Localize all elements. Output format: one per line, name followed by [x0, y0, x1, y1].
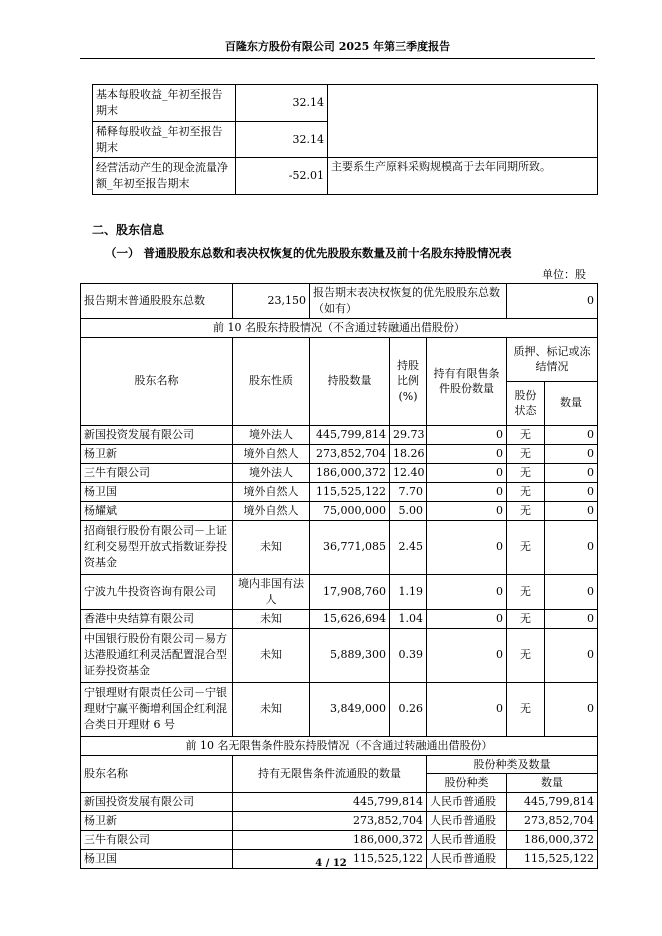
holder-restricted: 0: [427, 463, 507, 482]
holder-qty: 0: [545, 609, 598, 628]
indicator-value: 32.14: [236, 85, 328, 122]
table-row: [81, 609, 598, 628]
header-divider: [80, 58, 595, 59]
table-row: [93, 158, 598, 195]
col-header-unr-name: 股东名称: [81, 755, 233, 793]
holder-shares: 17,908,760: [310, 574, 390, 609]
holder-nature: 未知: [233, 609, 310, 628]
holder-nature: 未知: [233, 682, 310, 736]
unr-name: 三牛有限公司: [81, 831, 233, 850]
unr-shares: 186,000,372: [233, 831, 427, 850]
col-header-unr-shares: 持有无限售条件流通股的数量: [233, 755, 427, 793]
caption-row: [81, 736, 598, 755]
indicator-note: [328, 85, 598, 158]
table-row: [81, 520, 598, 574]
table-row: [81, 793, 598, 812]
holder-status: 无: [507, 501, 545, 520]
indicator-value: -52.01: [236, 158, 328, 195]
holder-restricted: 0: [427, 682, 507, 736]
holder-status: 无: [507, 574, 545, 609]
header-row: [81, 755, 598, 774]
holder-name: 杨卫新: [81, 444, 233, 463]
summary-row: [81, 284, 598, 319]
holder-shares: 15,626,694: [310, 609, 390, 628]
holder-name: 三牛有限公司: [81, 463, 233, 482]
col-header-name: 股东名称: [81, 337, 233, 425]
table-row: [81, 682, 598, 736]
holder-nature: 未知: [233, 520, 310, 574]
holder-restricted: 0: [427, 628, 507, 682]
unr-type: 人民币普通股: [427, 812, 507, 831]
shareholder-table: [80, 283, 598, 869]
col-header-type-qty: 数量: [507, 774, 598, 793]
unr-type: 人民币普通股: [427, 793, 507, 812]
holder-status: 无: [507, 482, 545, 501]
holder-ratio: 12.40: [390, 463, 427, 482]
holder-status: 无: [507, 628, 545, 682]
table-row: [81, 831, 598, 850]
holder-ratio: 1.04: [390, 609, 427, 628]
indicator-note: 主要系生产原料采购规模高于去年同期所致。: [328, 158, 598, 195]
table-row: [81, 812, 598, 831]
holder-qty: 0: [545, 682, 598, 736]
holder-qty: 0: [545, 520, 598, 574]
holder-nature: 境外自然人: [233, 444, 310, 463]
table-row: [81, 444, 598, 463]
indicator-name: 稀释每股收益_年初至报告期末: [93, 122, 236, 158]
holder-restricted: 0: [427, 609, 507, 628]
unr-qty: 273,852,704: [507, 812, 598, 831]
header-row: [81, 337, 598, 381]
pref-holders-label: 报告期末表决权恢复的优先股股东总数（如有）: [310, 284, 507, 319]
holder-nature: 境内非国有法人: [233, 574, 310, 609]
col-header-ratio: 持股比例(%): [390, 337, 427, 425]
total-holders-value: 23,150: [233, 284, 310, 319]
section-subtitle: （一） 普通股股东总数和表决权恢复的优先股股东数量及前十名股东持股情况表: [105, 246, 512, 260]
holder-qty: 0: [545, 425, 598, 444]
holder-qty: 0: [545, 444, 598, 463]
holder-ratio: 18.26: [390, 444, 427, 463]
holder-ratio: 7.70: [390, 482, 427, 501]
holder-name: 杨耀斌: [81, 501, 233, 520]
unr-qty: 186,000,372: [507, 831, 598, 850]
holder-status: 无: [507, 425, 545, 444]
table-row: [81, 574, 598, 609]
col-header-type: 股份种类: [427, 774, 507, 793]
total-holders-label: 报告期末普通股股东总数: [81, 284, 233, 319]
holder-restricted: 0: [427, 574, 507, 609]
holder-shares: 5,889,300: [310, 628, 390, 682]
col-header-pledge: 质押、标记或冻结情况: [507, 337, 598, 381]
unr-shares: 273,852,704: [233, 812, 427, 831]
holder-restricted: 0: [427, 501, 507, 520]
table-row: [81, 463, 598, 482]
page-number: 4 / 12: [315, 858, 347, 869]
caption-row: [81, 319, 598, 338]
holder-status: 无: [507, 520, 545, 574]
indicator-table: [92, 84, 598, 195]
holder-shares: 186,000,372: [310, 463, 390, 482]
unrestricted-caption: 前 10 名无限售条件股东持股情况（不含通过转融通出借股份）: [81, 736, 598, 755]
holder-ratio: 1.19: [390, 574, 427, 609]
unr-type: 人民币普通股: [427, 850, 507, 869]
holder-ratio: 29.73: [390, 425, 427, 444]
table-row: [81, 501, 598, 520]
holder-status: 无: [507, 609, 545, 628]
holder-nature: 境外自然人: [233, 501, 310, 520]
holder-nature: 境外自然人: [233, 482, 310, 501]
holder-qty: 0: [545, 463, 598, 482]
unr-qty: 445,799,814: [507, 793, 598, 812]
holder-nature: 境外法人: [233, 463, 310, 482]
holder-name: 香港中央结算有限公司: [81, 609, 233, 628]
holder-qty: 0: [545, 482, 598, 501]
top10-caption: 前 10 名股东持股情况（不含通过转融通出借股份）: [81, 319, 598, 338]
indicator-name: 基本每股收益_年初至报告期末: [93, 85, 236, 122]
holder-ratio: 5.00: [390, 501, 427, 520]
unr-name: 杨卫新: [81, 812, 233, 831]
holder-restricted: 0: [427, 444, 507, 463]
holder-qty: 0: [545, 501, 598, 520]
section-title: 二、股东信息: [92, 223, 165, 237]
holder-shares: 115,525,122: [310, 482, 390, 501]
holder-ratio: 2.45: [390, 520, 427, 574]
unit-label: 单位：股: [542, 268, 586, 281]
table-row: [81, 425, 598, 444]
holder-shares: 273,852,704: [310, 444, 390, 463]
col-header-qty: 数量: [545, 381, 598, 425]
holder-shares: 75,000,000: [310, 501, 390, 520]
col-header-status: 股份状态: [507, 381, 545, 425]
holder-restricted: 0: [427, 482, 507, 501]
table-row: [81, 628, 598, 682]
unr-shares: 115,525,122: [233, 850, 427, 869]
unr-name: 新国投资发展有限公司: [81, 793, 233, 812]
col-header-restricted: 持有有限售条件股份数量: [427, 337, 507, 425]
holder-restricted: 0: [427, 425, 507, 444]
holder-shares: 445,799,814: [310, 425, 390, 444]
holder-name: 新国投资发展有限公司: [81, 425, 233, 444]
holder-status: 无: [507, 463, 545, 482]
holder-shares: 3,849,000: [310, 682, 390, 736]
page-header-title: 百隆东方股份有限公司 2025 年第三季度报告: [224, 40, 451, 53]
unr-shares: 445,799,814: [233, 793, 427, 812]
holder-qty: 0: [545, 574, 598, 609]
holder-name: 宁银理财有限责任公司－宁银理财宁赢平衡增利国企红利混合类日开理财 6 号: [81, 682, 233, 736]
holder-restricted: 0: [427, 520, 507, 574]
indicator-value: 32.14: [236, 122, 328, 158]
col-header-nature: 股东性质: [233, 337, 310, 425]
holder-ratio: 0.39: [390, 628, 427, 682]
indicator-name: 经营活动产生的现金流量净额_年初至报告期末: [93, 158, 236, 195]
col-header-type-group: 股份种类及数量: [427, 755, 598, 774]
unr-qty: 115,525,122: [507, 850, 598, 869]
holder-name: 杨卫国: [81, 482, 233, 501]
table-row: [93, 85, 598, 122]
holder-name: 中国银行股份有限公司－易方达港股通红利灵活配置混合型证券投资基金: [81, 628, 233, 682]
unr-name: 杨卫国: [81, 850, 233, 869]
holder-qty: 0: [545, 628, 598, 682]
table-row: [81, 482, 598, 501]
holder-ratio: 0.26: [390, 682, 427, 736]
holder-nature: 未知: [233, 628, 310, 682]
holder-name: 宁波九牛投资咨询有限公司: [81, 574, 233, 609]
pref-holders-value: 0: [507, 284, 598, 319]
unr-type: 人民币普通股: [427, 831, 507, 850]
holder-status: 无: [507, 444, 545, 463]
holder-status: 无: [507, 682, 545, 736]
holder-shares: 36,771,085: [310, 520, 390, 574]
holder-name: 招商银行股份有限公司－上证红利交易型开放式指数证券投资基金: [81, 520, 233, 574]
holder-nature: 境外法人: [233, 425, 310, 444]
col-header-shares: 持股数量: [310, 337, 390, 425]
